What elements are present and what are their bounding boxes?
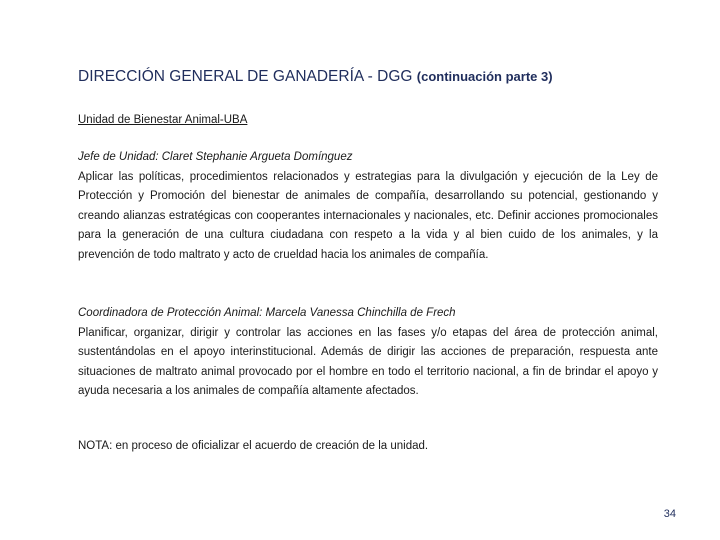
section-description-unit-head: Aplicar las políticas, procedimientos relacionados y estrategias para la divulgación y ejecución de la Ley de Protección y Promoción del bienestar de animales de compañía, desarrollando su potencial, gestionando y creando alianzas estratégicas con cooperantes internacionales y nacionales, etc. Definir acciones promocionales para la generación de una cultura ciudadana con respeto a la vida y al bien cuido de los animales, y la prevención de todo maltrato y acto de crueldad hacia los animales de compañía. bbox=[78, 170, 658, 261]
note-text: NOTA: en proceso de oficializar el acuerdo de creación de la unidad. bbox=[78, 440, 429, 452]
slide-title bbox=[78, 68, 678, 86]
slide-title-subtitle: (continuación parte 3) bbox=[416, 69, 553, 84]
section-description-coordinator: Planificar, organizar, dirigir y controlar las acciones en las fases y/o etapas del área de protección animal, sustentándolas en el apoyo interinstitucional. Además de dirigir las acciones de preparación, respuesta ante situaciones de maltrato animal provocado por el hombre en todo el territorio nacional, a fin de brindar el apoyo y ayuda necesaria a los animales de compañía altamente afectados. bbox=[78, 326, 658, 397]
section-protection-coordinator bbox=[78, 304, 658, 402]
unit-name-heading: Unidad de Bienestar Animal-UBA bbox=[78, 114, 248, 126]
section-role-coordinator: Coordinadora de Protección Animal: Marcela Vanessa Chinchilla de Frech bbox=[78, 307, 456, 319]
slide-title-main: DIRECCIÓN GENERAL DE GANADERÍA - DGG bbox=[78, 68, 413, 85]
section-unit-head bbox=[78, 148, 658, 265]
section-role-unit-head: Jefe de Unidad: Claret Stephanie Argueta Domínguez bbox=[78, 151, 353, 163]
page-number: 34 bbox=[663, 508, 676, 520]
